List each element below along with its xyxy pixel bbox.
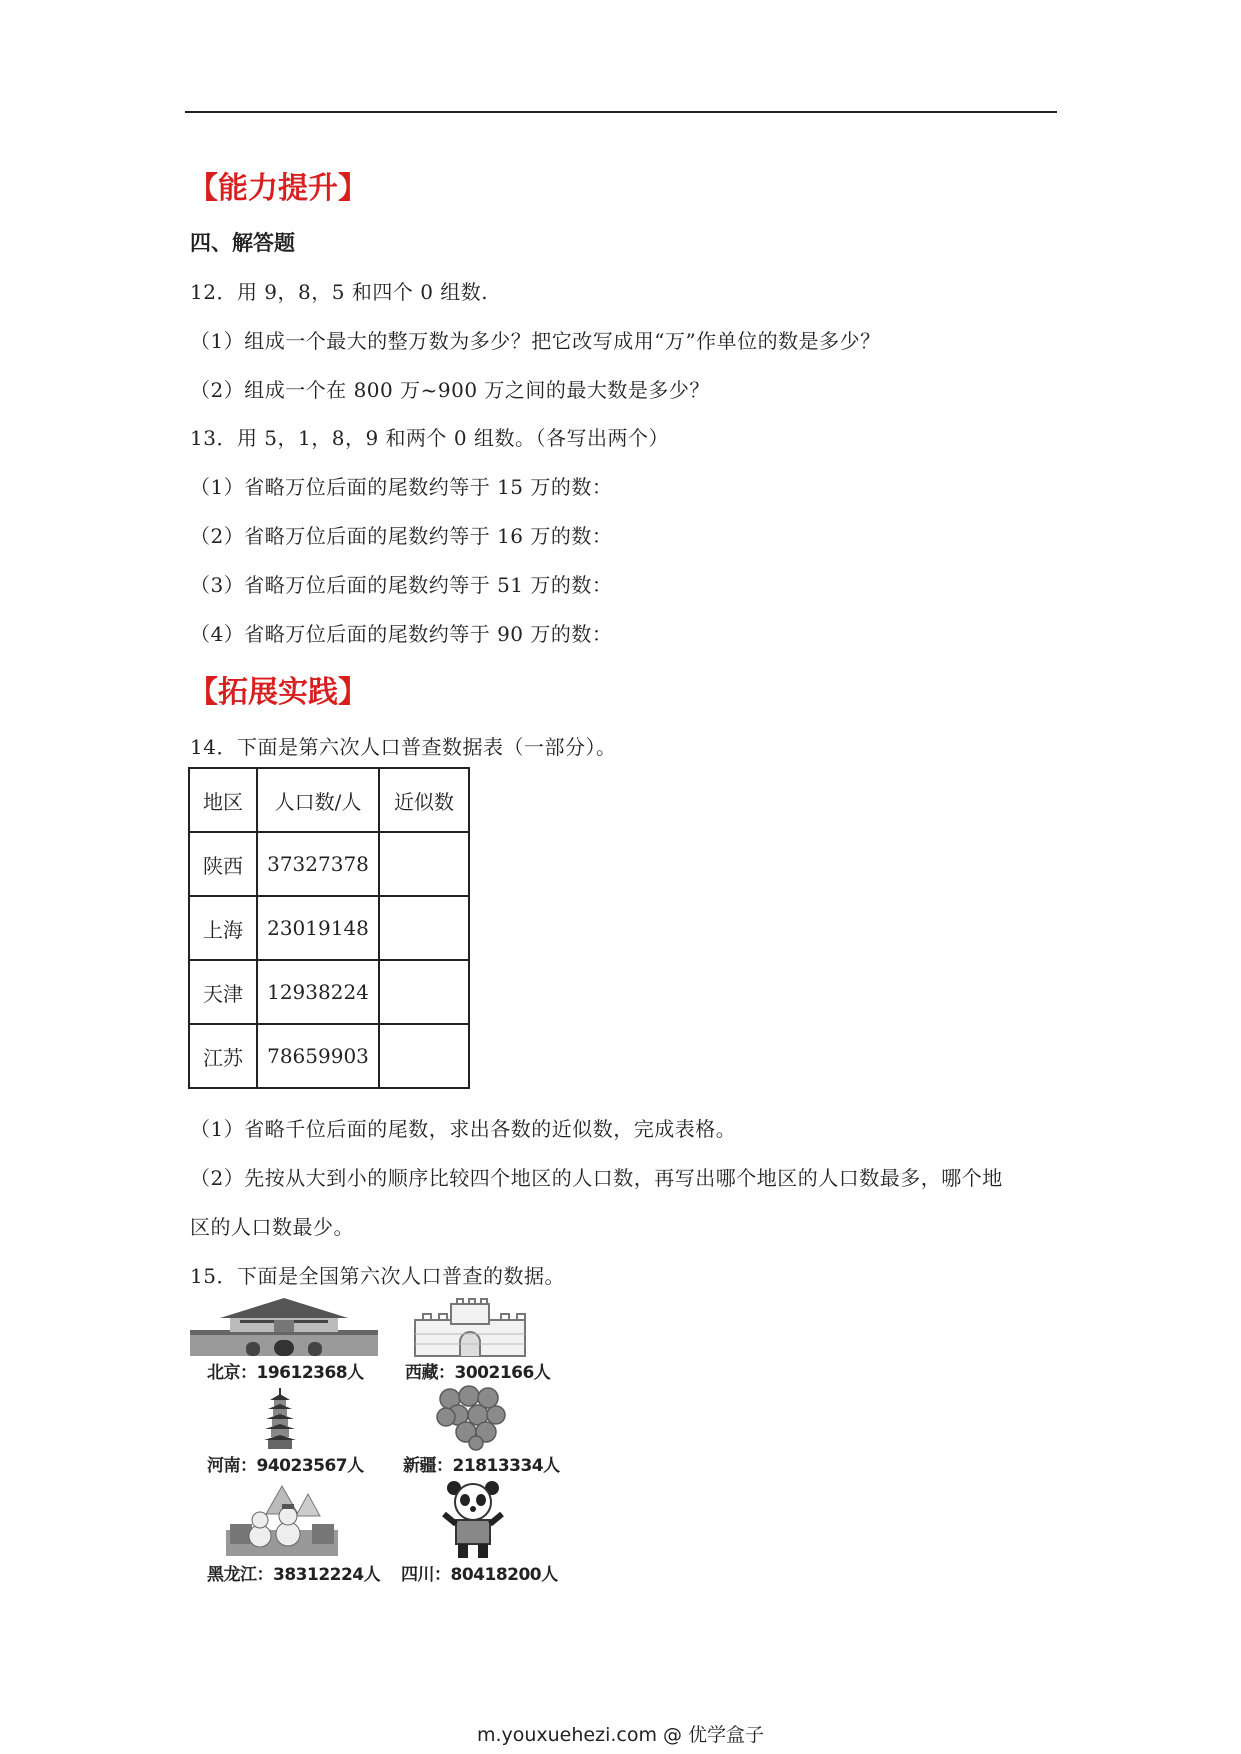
q13-part1: （1）省略万位后面的尾数约等于 15 万的数： <box>190 475 613 499</box>
q14-part2-line1: （2）先按从大到小的顺序比较四个地区的人口数，再写出哪个地区的人口数最多，哪个地 <box>190 1166 1003 1190</box>
part4-title: 四、解答题 <box>190 231 295 255</box>
region-cell: 天津 <box>189 960 257 1024</box>
caption-beijing: 北京：19612368人 <box>207 1363 364 1383</box>
q12-part1: （1）组成一个最大的整万数为多少？把它改写成用“万”作单位的数是多少？ <box>190 329 881 353</box>
region-cell: 陕西 <box>189 832 257 896</box>
snow-castle-icon <box>226 1484 338 1558</box>
q12-part2: （2）组成一个在 800 万~900 万之间的最大数是多少？ <box>190 378 710 402</box>
population-cell: 23019148 <box>257 896 379 960</box>
q13-stem: 13．用 5，1，8，9 和两个 0 组数。（各写出两个） <box>190 426 670 450</box>
section-heading-ability: 【能力提升】 <box>188 171 368 206</box>
q14-part2-line2: 区的人口数最少。 <box>190 1215 354 1239</box>
region-cell: 江苏 <box>189 1024 257 1088</box>
caption-henan: 河南：94023567人 <box>207 1456 364 1476</box>
q13-part4: （4）省略万位后面的尾数约等于 90 万的数： <box>190 622 613 646</box>
q14-part1: （1）省略千位后面的尾数，求出各数的近似数，完成表格。 <box>190 1117 737 1141</box>
table-header-cell: 人口数/人 <box>257 768 379 832</box>
header-rule <box>185 111 1057 113</box>
table-row <box>189 896 469 960</box>
caption-sichuan: 四川：80418200人 <box>401 1565 558 1585</box>
grapes-icon <box>436 1385 508 1451</box>
pagoda-icon <box>262 1388 298 1450</box>
region-cell: 上海 <box>189 896 257 960</box>
population-cell: 12938224 <box>257 960 379 1024</box>
table-row <box>189 960 469 1024</box>
population-cell: 78659903 <box>257 1024 379 1088</box>
q14-stem: 14．下面是第六次人口普查数据表（一部分）。 <box>190 735 617 759</box>
caption-heilongjiang: 黑龙江：38312224人 <box>207 1565 381 1585</box>
approx-cell <box>379 960 469 1024</box>
panda-icon <box>440 1480 506 1560</box>
approx-cell <box>379 896 469 960</box>
caption-tibet: 西藏：3002166人 <box>405 1363 551 1383</box>
q15-stem: 15．下面是全国第六次人口普查的数据。 <box>190 1264 565 1288</box>
approx-cell <box>379 832 469 896</box>
footer-source[interactable]: m.youxuehezi.com @ 优学盒子 <box>476 1724 765 1746</box>
caption-xinjiang: 新疆：21813334人 <box>403 1456 560 1476</box>
table-header-cell: 近似数 <box>379 768 469 832</box>
q13-part2: （2）省略万位后面的尾数约等于 16 万的数： <box>190 524 613 548</box>
table-row <box>189 1024 469 1088</box>
population-cell: 37327378 <box>257 832 379 896</box>
q13-part3: （3）省略万位后面的尾数约等于 51 万的数： <box>190 573 613 597</box>
table-header-cell: 地区 <box>189 768 257 832</box>
population-table <box>188 767 470 1089</box>
tiananmen-icon <box>190 1296 378 1358</box>
approx-cell <box>379 1024 469 1088</box>
table-header-row <box>189 768 469 832</box>
table-row <box>189 832 469 896</box>
section-heading-practice: 【拓展实践】 <box>188 675 368 710</box>
q12-stem: 12．用 9，8，5 和四个 0 组数. <box>190 280 489 304</box>
castle-wall-icon <box>413 1298 527 1358</box>
